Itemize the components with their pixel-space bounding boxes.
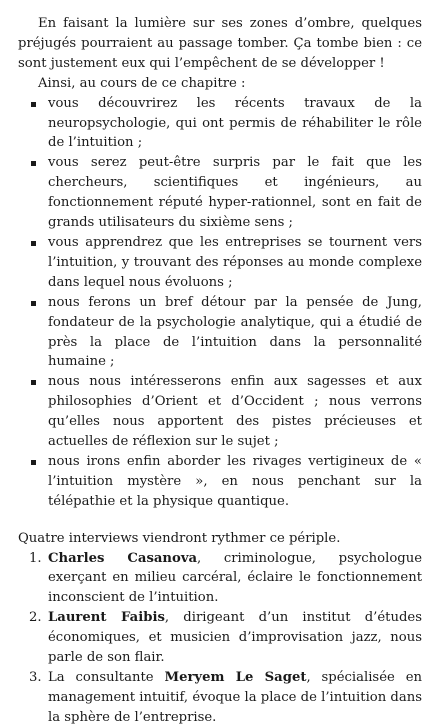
- interview-list: [18, 549, 422, 728]
- list-item-text: nous ferons un bref détour par la pensée de Jung, fondateur de la psychologie analytique, qui a étudié de près la place de l’intuition dans la personnalité humaine ;: [48, 294, 422, 370]
- list-item-text: vous découvrirez les récents travaux de la neuropsychologie, qui ont permis de réhabiliter le rôle de l’intuition ;: [48, 95, 422, 151]
- interviewee-name: Laurent Faibis: [48, 610, 165, 626]
- list-item: [18, 153, 422, 233]
- bullet-square-icon: [31, 460, 36, 465]
- interview-description: , criminologue, psychologue exerçant en milieu carcéral, éclaire le fonctionnement inconscient de l’intuition.: [48, 550, 422, 606]
- bullet-list: [18, 94, 422, 512]
- item-number: 1.: [29, 550, 42, 566]
- list-item: [18, 293, 422, 373]
- interview-item: [18, 608, 422, 668]
- interviewee-name: Meryem Le Saget: [164, 670, 307, 685]
- bullet-square-icon: [31, 241, 36, 246]
- interviewee-name: Charles Casanova: [48, 550, 198, 566]
- intro-paragraph: En faisant la lumière sur ses zones d’ombre, quelques préjugés pourraient au passage tomber. Ça tombe bien : ce sont justement eux qui l’empêchent de se développer !: [18, 16, 422, 71]
- list-item: [18, 233, 422, 293]
- list-item-text: nous irons enfin aborder les rivages vertigineux de « l’intuition mystère », en nous penchant sur la télépathie et la physique quantique.: [48, 453, 422, 509]
- chapter-lead: Ainsi, au cours de ce chapitre :: [38, 75, 246, 91]
- bullet-square-icon: [31, 161, 36, 166]
- page-body: [18, 14, 422, 728]
- interview-description: , dirigeant d’un institut d’études économiques, et musicien d’improvisation jazz, nous parle de son flair.: [48, 610, 422, 666]
- list-item: [18, 372, 422, 452]
- bullet-square-icon: [31, 301, 36, 306]
- interviews-lead: Quatre interviews viendront rythmer ce périple.: [18, 530, 341, 546]
- interview-item: [18, 549, 422, 609]
- item-number: 2.: [29, 610, 42, 626]
- list-item-text: vous apprendrez que les entreprises se tournent vers l’intuition, y trouvant des réponses au monde complexe dans lequel nous évoluons ;: [48, 234, 422, 290]
- list-item-text: vous serez peut-être surpris par le fait que les chercheurs, scientifiques et ingénieurs, au fonctionnement réputé hyper-rationnel, sont en fait de grands utilisateurs du sixième sens ;: [48, 155, 422, 231]
- list-item-text: nous nous intéresserons enfin aux sagesses et aux philosophies d’Orient et d’Occident ; nous verrons qu’elles nous apportent des pistes précieuses et actuelles de réflexion sur le sujet ;: [48, 374, 422, 450]
- interview-prefix: La consultante: [48, 670, 165, 685]
- interview-item: [18, 668, 422, 728]
- bullet-square-icon: [31, 102, 36, 107]
- bullet-square-icon: [31, 380, 36, 385]
- interview-description: , spécialisée en management intuitif, évoque la place de l’intuition dans la sphère de l’entreprise.: [48, 670, 423, 725]
- section-gap: [18, 512, 422, 529]
- item-number: 3.: [29, 670, 42, 685]
- list-item: [18, 94, 422, 154]
- list-item: [18, 452, 422, 512]
